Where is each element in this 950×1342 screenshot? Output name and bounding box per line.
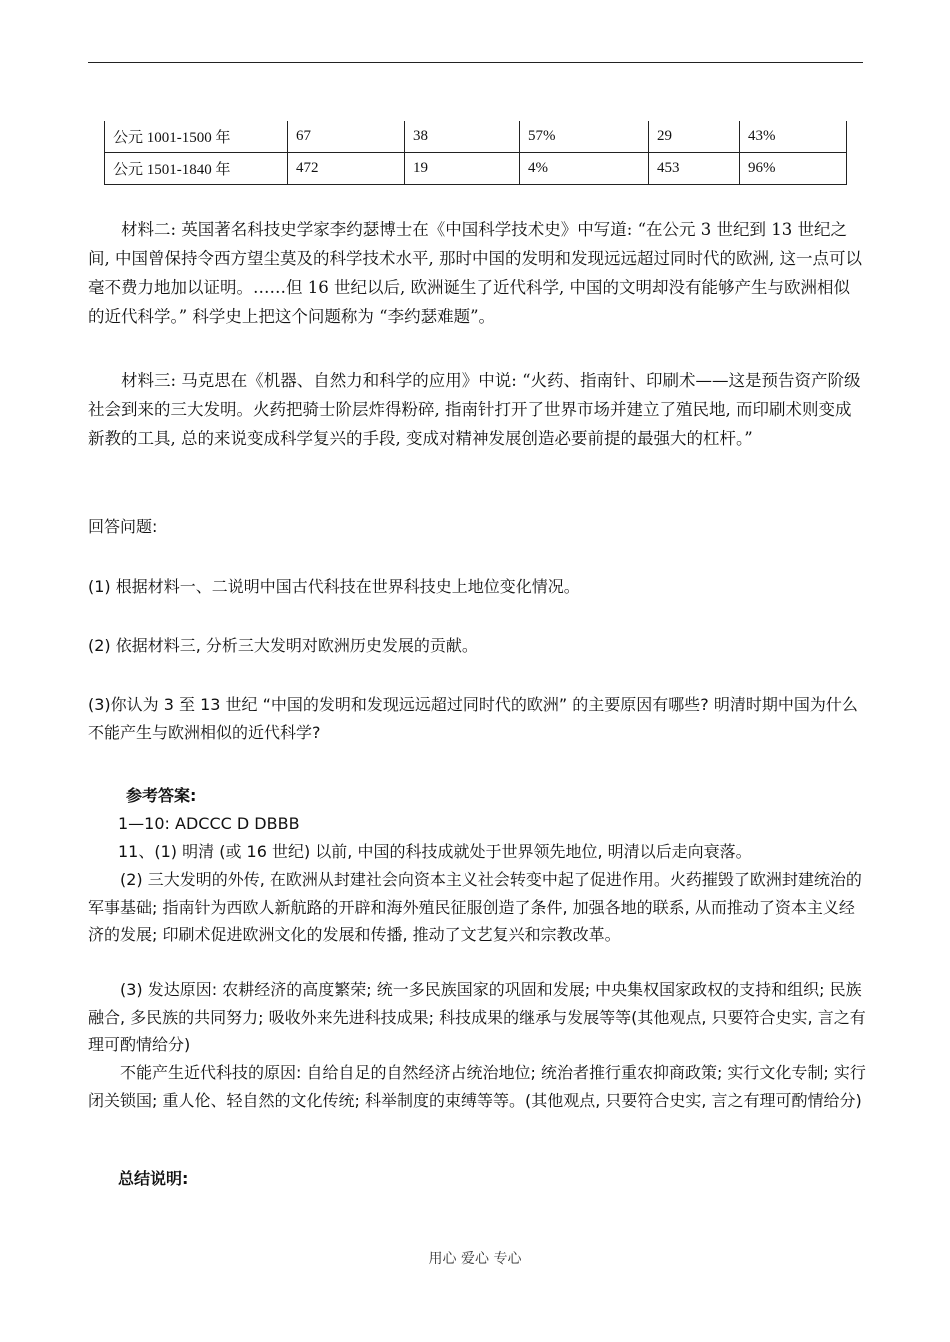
answer-prompt: 回答问题: [88,517,158,536]
header-rule [88,62,863,63]
table-cell: 57% [520,121,649,153]
summary-heading: 总结说明: [118,1169,189,1188]
answer-11-3: (3) 发达原因: 农耕经济的高度繁荣; 统一多民族国家的巩固和发展; 中央集权国家政权的支持和组织; 民族融合, 多民族的共同努力; 吸收外来先进科技成果; 科技成果的继承与发展等等(其他观点, 只要符合史实, 言之有理可酌情给分) [88,980,866,1054]
answer-11-4: 不能产生近代科技的原因: 自给自足的自然经济占统治地位; 统治者推行重农抑商政策; 实行文化专制; 实行闭关锁国; 重人伦、轻自然的文化传统; 科举制度的束缚等等。(其他观点, 只要符合史实, 言之有理可酌情给分) [88,1063,866,1110]
table-cell: 453 [649,153,740,185]
answer-11-1: 11、(1) 明清 (或 16 世纪) 以前, 中国的科技成就处于世界领先地位, 明清以后走向衰落。 [118,842,752,861]
table-cell: 472 [288,153,405,185]
table-cell: 19 [405,153,520,185]
table-cell: 38 [405,121,520,153]
answers-mc: 1—10: ADCCC D DBBB [118,814,300,833]
data-table [104,121,847,185]
page-footer: 用心 爱心 专心 [428,1251,522,1267]
material-three: 材料三: 马克思在《机器、自然力和科学的应用》中说: “火药、指南针、印刷术——这是预告资产阶级社会到来的三大发明。火药把骑士阶层炸得粉碎, 指南针打开了世界市场并建立了殖民地, 而印刷术则变成新教的工具, 总的来说变成科学复兴的手段, 变成对精神发展创造必要前提的最强大的杠杆。” [88,371,861,448]
table-cell: 29 [649,121,740,153]
material-two: 材料二: 英国著名科技史学家李约瑟博士在《中国科学技术史》中写道: “在公元 3 世纪到 13 世纪之间, 中国曾保持令西方望尘莫及的科学技术水平, 那时中国的发明和发现远远超过同时代的欧洲, 这一点可以毫不费力地加以证明。……但 16 世纪以后, 欧洲诞生了近代科学, 中国的文明却没有能够产生与欧洲相似的近代科学。” 科学史上把这个问题称为 “李约瑟难题”。 [88,220,862,326]
table-cell: 4% [520,153,649,185]
question-3: (3)你认为 3 至 13 世纪 “中国的发明和发现远远超过同时代的欧洲” 的主要原因有哪些? 明清时期中国为什么不能产生与欧洲相似的近代科学? [88,695,858,742]
table-cell: 43% [740,121,847,153]
answer-11-2: (2) 三大发明的外传, 在欧洲从封建社会向资本主义社会转变中起了促进作用。火药摧毁了欧洲封建统治的军事基础; 指南针为西欧人新航路的开辟和海外殖民征服创造了条件, 加强各地的联系, 从而推动了资本主义经济的发展; 印刷术促进欧洲文化的发展和传播, 推动了文艺复兴和宗教改革。 [88,870,862,944]
table-row [105,121,847,153]
table-cell: 67 [288,121,405,153]
table-row [105,153,847,185]
question-2: (2) 依据材料三, 分析三大发明对欧洲历史发展的贡献。 [88,636,478,655]
table-cell: 公元 1501-1840 年 [105,153,288,185]
answers-heading: 参考答案: [126,786,197,805]
question-1: (1) 根据材料一、二说明中国古代科技在世界科技史上地位变化情况。 [88,577,580,596]
table-cell: 公元 1001-1500 年 [105,121,288,153]
table-cell: 96% [740,153,847,185]
